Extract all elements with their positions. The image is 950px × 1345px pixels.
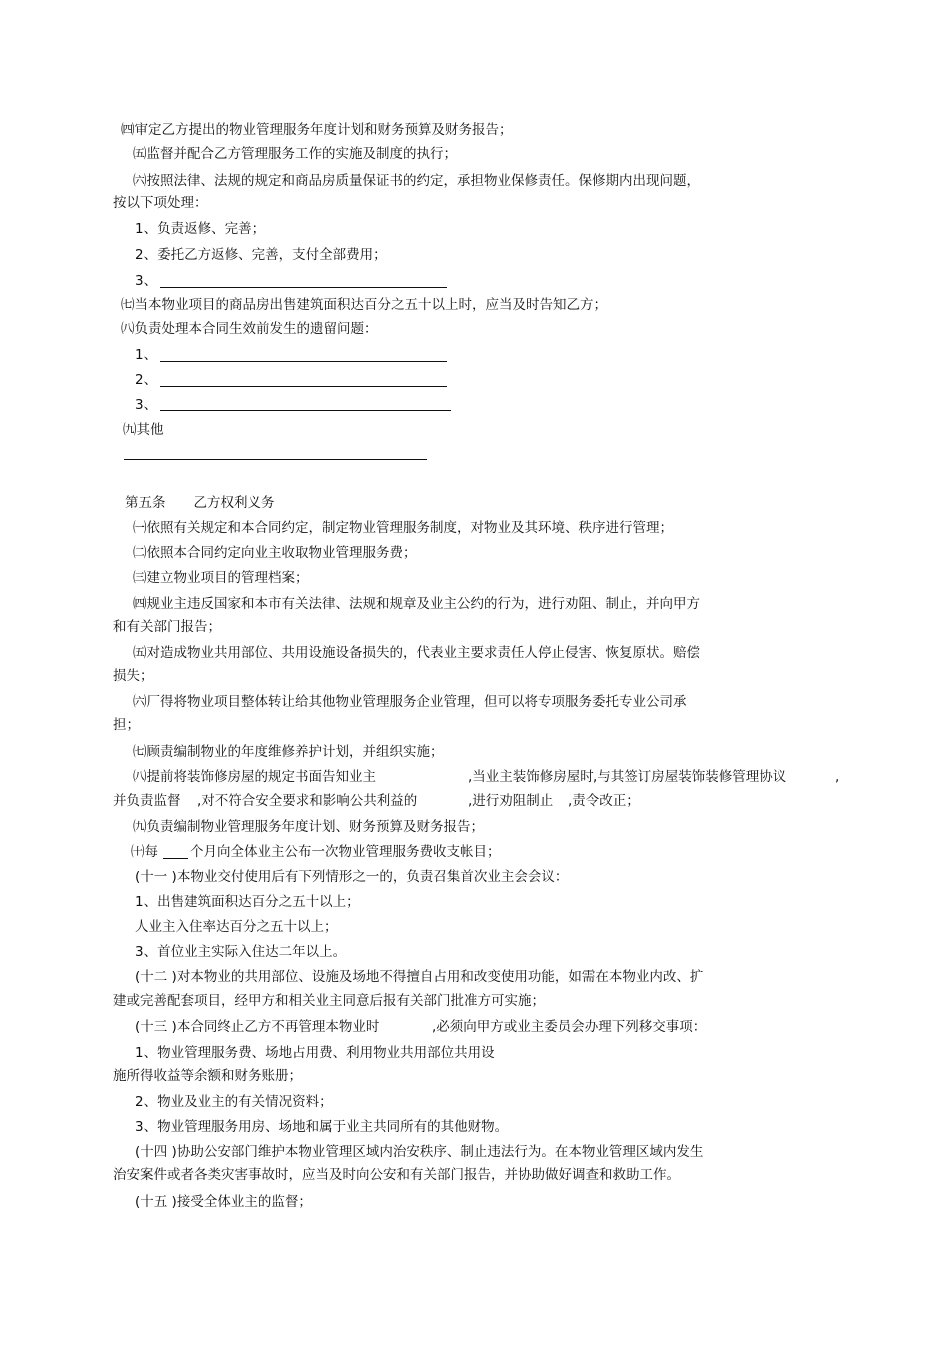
b-clause-3: ㈢建立物业项目的管理档案； [133,570,309,586]
fill-in-blank-line [163,858,188,859]
legacy-item-3: 3、 [135,397,158,413]
b-clause-10-prefix: ㈩每 [131,844,158,860]
b-clause-5: ㈤对造成物业共用部位、共用设施设备损失的，代表业主要求责任人停止侵害、恢复原状。赔偿 [133,645,700,661]
b-clause-7: ㈦顾责编制物业的年度维修养护计划，并组织实施； [133,744,444,760]
b-clause-6-continuation: 担； [113,717,140,733]
clause-7-notify: ㈦当本物业项目的商品房出售建筑面积达百分之五十以上时，应当及时告知乙方； [121,297,607,313]
b-clause-13-part-1: (十三 )本合同终止乙方不再管理本物业时 [135,1019,380,1035]
legacy-item-2: 2、 [135,372,158,388]
clause-6-warranty: ㈥按照法律、法规的规定和商品房质量保证书的约定，承担物业保修责任。保修期内出现问题， [133,173,700,189]
warranty-item-1: 1、负责返修、完善； [135,221,266,237]
fill-in-blank-line [160,287,447,288]
clause-5-supervise: ㈤监督并配合乙方管理服务工作的实施及制度的执行； [133,146,457,162]
b-clause-12: (十二 )对本物业的共用部位、设施及场地不得擅自占用和改变使用功能，如需在本物业内改、扩 [135,969,704,985]
b-clause-8-part-2: ,当业主装饰修房屋时 [468,769,594,785]
meeting-condition-3: 3、首位业主实际入住达二年以上。 [135,944,347,960]
b-clause-2: ㈡依照本合同约定向业主收取物业管理服务费； [133,545,417,561]
clause-6-continuation: 按以下项处理： [113,195,208,211]
b-clause-4: ㈣规业主违反国家和本市有关法律、法规和规章及业主公约的行为，进行劝阻、制止，并向甲方 [133,596,700,612]
b-clause-8-part-4: , [835,769,840,785]
article-5-heading [125,494,275,512]
legacy-item-1: 1、 [135,347,158,363]
b-clause-13-part-2: ,必须向甲方或业主委员会办理下列移交事项： [432,1019,707,1035]
b-clause-14: (十四 )协助公安部门维护本物业管理区域内治安秩序、制止违法行为。在本物业管理区域内发生 [135,1144,704,1160]
b-clause-6: ㈥厂得将物业项目整体转让给其他物业管理服务企业管理，但可以将专项服务委托专业公司承 [133,694,687,710]
handover-item-2: 2、物业及业主的有关情况资料； [135,1094,333,1110]
b-clause-8-cont-part-4: ,责令改正； [568,793,640,809]
b-clause-5-continuation: 损失； [113,668,154,684]
warranty-item-3: 3、 [135,273,158,289]
b-clause-11: (十一 )本物业交付使用后有下列情形之一的，负责召集首次业主会会议： [135,869,569,885]
b-clause-10-text: 个月向全体业主公布一次物业管理服务费收支帐目； [190,844,501,860]
b-clause-8-cont-part-1: 并负责监督 [113,793,181,809]
fill-in-blank-line [160,361,447,362]
b-clause-8-part-3: ,与其签订房屋装饰装修管理协议 [593,769,787,785]
handover-item-3: 3、物业管理服务用房、场地和属于业主共同所有的其他财物。 [135,1119,509,1135]
meeting-condition-1: 1、出售建筑面积达百分之五十以上； [135,894,360,910]
b-clause-8-cont-part-2: ,对不符合安全要求和影响公共利益的 [197,793,418,809]
fill-in-blank-line [160,410,451,411]
b-clause-1: ㈠依照有关规定和本合同约定，制定物业管理服务制度，对物业及其环境、秩序进行管理； [133,520,673,536]
fill-in-blank-line [160,386,447,387]
clause-9-other: ㈨其他 [123,422,164,438]
b-clause-9: ㈨负责编制物业管理服务年度计划、财务预算及财务报告； [133,819,484,835]
article-title: 乙方权利义务 [193,495,275,511]
b-clause-15: (十五 )接受全体业主的监督； [135,1194,312,1210]
clause-4-review-plan: ㈣审定乙方提出的物业管理服务年度计划和财务预算及财务报告； [121,122,513,138]
meeting-condition-2: 人业主入住率达百分之五十以上； [135,919,338,935]
b-clause-14-continuation: 治安案件或者各类灾害事故时，应当及时向公安和有关部门报告，并协助做好调查和救助工作。 [113,1167,680,1183]
b-clause-8-part-1: ㈧提前将装饰修房屋的规定书面告知业主 [133,769,376,785]
warranty-item-2: 2、委托乙方返修、完善，支付全部费用； [135,247,387,263]
b-clause-12-continuation: 建或完善配套项目，经甲方和相关业主同意后报有关部门批准方可实施； [113,993,545,1009]
b-clause-4-continuation: 和有关部门报告； [113,619,221,635]
article-number: 第五条 [125,495,166,511]
fill-in-blank-line [124,459,427,460]
clause-8-legacy-issues: ㈧负责处理本合同生效前发生的遗留问题： [121,321,378,337]
handover-item-1: 1、物业管理服务费、场地占用费、利用物业共用部位共用设 [135,1045,495,1061]
b-clause-8-cont-part-3: ,进行劝阻制止 [468,793,554,809]
handover-item-1-continuation: 施所得收益等余额和财务账册； [113,1068,302,1084]
